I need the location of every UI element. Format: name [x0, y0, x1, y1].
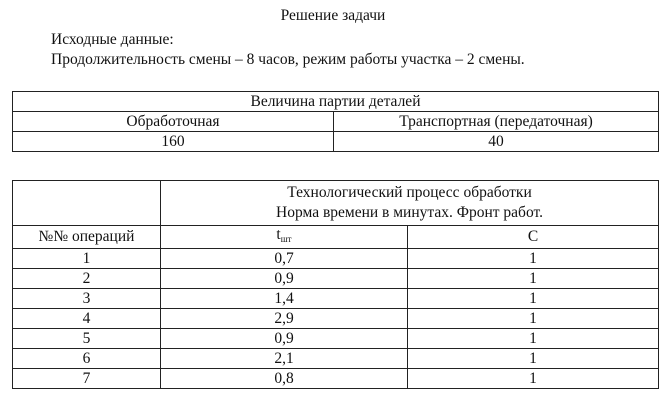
ops-header-line1: Технологический процесс обработки — [287, 184, 532, 201]
table-row — [13, 269, 659, 289]
batch-size-table — [12, 91, 659, 152]
ops-col-time-subscript: шт — [280, 234, 292, 244]
ops-cell-number: 4 — [13, 309, 161, 329]
ops-cell-front: 1 — [408, 289, 659, 309]
ops-cell-time: 0,7 — [161, 249, 408, 269]
ops-cell-front: 1 — [408, 369, 659, 389]
ops-cell-time: 2,1 — [161, 349, 408, 369]
ops-cell-front: 1 — [408, 329, 659, 349]
ops-cell-front: 1 — [408, 309, 659, 329]
conditions-text: Продолжительность смены – 8 часов, режим работы участка – 2 смены. — [51, 51, 525, 68]
batch-value-transport: 40 — [334, 132, 659, 152]
table-row — [13, 329, 659, 349]
ops-cell-front: 1 — [408, 269, 659, 289]
batch-col-transport: Транспортная (передаточная) — [334, 112, 659, 132]
document-title: Решение задачи — [280, 7, 386, 24]
ops-col-front: С — [408, 226, 659, 249]
ops-cell-number: 6 — [13, 349, 161, 369]
operations-table — [12, 180, 659, 389]
ops-col-time-symbol: t — [276, 226, 281, 243]
ops-cell-number: 1 — [13, 249, 161, 269]
ops-cell-number: 2 — [13, 269, 161, 289]
ops-cell-time: 1,4 — [161, 289, 408, 309]
ops-cell-time: 0,9 — [161, 329, 408, 349]
batch-col-processing: Обработочная — [13, 112, 334, 132]
ops-table-header — [161, 181, 659, 226]
ops-cell-number: 3 — [13, 289, 161, 309]
table-row — [13, 309, 659, 329]
ops-header-blank — [13, 181, 161, 226]
ops-cell-time: 2,9 — [161, 309, 408, 329]
batch-table-header: Величина партии деталей — [13, 92, 659, 112]
ops-col-time — [161, 226, 408, 249]
ops-header-line2: Норма времени в минутах. Фронт работ. — [276, 204, 543, 221]
given-data-label: Исходные данные: — [51, 31, 174, 48]
ops-cell-number: 5 — [13, 329, 161, 349]
ops-cell-time: 0,8 — [161, 369, 408, 389]
ops-col-number: №№ операций — [13, 226, 161, 249]
ops-cell-front: 1 — [408, 349, 659, 369]
table-row — [13, 249, 659, 269]
table-row — [13, 289, 659, 309]
ops-table-body — [13, 249, 659, 389]
table-row — [13, 349, 659, 369]
table-row — [13, 369, 659, 389]
ops-cell-number: 7 — [13, 369, 161, 389]
ops-cell-time: 0,9 — [161, 269, 408, 289]
batch-value-processing: 160 — [13, 132, 334, 152]
ops-cell-front: 1 — [408, 249, 659, 269]
